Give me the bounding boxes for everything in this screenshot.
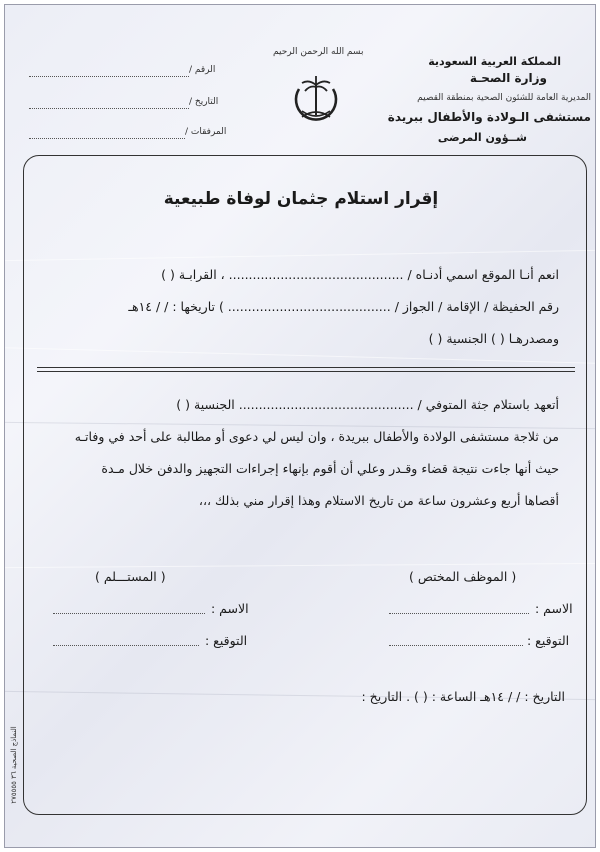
number-field[interactable] (29, 76, 189, 77)
number-label: الرقم / (189, 65, 216, 75)
attachments-label: المرفقات / (185, 127, 227, 137)
date-time-line: التاريخ : / / ١٤هـ الساعة : ( ) . التاريخ : (361, 689, 565, 704)
org-line-kingdom: المملكة العربية السعودية (428, 55, 561, 68)
basmala: بسم الله الرحمن الرحيم (273, 47, 364, 57)
recipient-name-label: الاسم : (211, 601, 249, 616)
form-frame (23, 155, 587, 815)
form-code: النماذج الصحية ٣٦ ٢٧٥٥٥٥ (10, 726, 18, 804)
deceased-line: أتعهد باستلام جثة المتوفي / ............................................ الجنسية ( ) (176, 397, 559, 412)
date-label: التاريخ / (189, 97, 219, 107)
org-line-directorate: المديرية العامة للشئون الصحية بمنطقة القصيم (417, 93, 591, 103)
employee-name-label: الاسم : (535, 601, 573, 616)
form-title: إقرار استلام جثمان لوفاة طبيعية (163, 189, 439, 209)
employee-heading: ( الموظف المختص ) (409, 569, 517, 584)
recipient-signature-field[interactable] (53, 645, 199, 646)
pledge-line-2: حيث أنها جاءت نتيجة قضاء وقـدر وعلي أن أقوم بإنهاء إجراءات التجهيز والدفن خلال مـدة (101, 461, 559, 476)
section-divider (37, 367, 575, 372)
employee-name-field[interactable] (389, 613, 529, 614)
org-line-ministry: وزارة الصحـة (469, 71, 547, 85)
org-line-hospital: مستشفى الـولادة والأطفال ببريدة (387, 110, 591, 124)
declarant-line: انعم أنـا الموقع اسمي أدنـاه / ............................................ ، القرابـة ( ) (161, 267, 559, 282)
attachments-field[interactable] (29, 138, 185, 139)
pledge-line-1: من ثلاجة مستشفى الولادة والأطفال ببريدة ، وان ليس لي دعوى أو مطالبة على أحد في وفاتـه (74, 429, 559, 444)
pledge-line-3: أقصاها أربع وعشرون ساعة من تاريخ الاستلام وهذا إقرار مني بذلك ،،، (198, 493, 559, 508)
org-line-department: شــؤون المرضى (437, 131, 527, 144)
id-line: رقم الحفيظة / الإقامة / الجواز / ......................................... ) تاريخها : / / ١٤هـ (128, 299, 559, 314)
document-paper (4, 4, 596, 848)
recipient-name-field[interactable] (53, 613, 205, 614)
employee-signature-label: التوقيع : (527, 633, 570, 648)
source-nationality-line: ومصدرهـا ( ) الجنسية ( ) (428, 331, 559, 346)
date-field[interactable] (29, 108, 189, 109)
recipient-signature-label: التوقيع : (205, 633, 248, 648)
saudi-emblem-icon (293, 71, 339, 133)
recipient-heading: ( المستـــلم ) (95, 569, 166, 584)
employee-signature-field[interactable] (389, 645, 523, 646)
